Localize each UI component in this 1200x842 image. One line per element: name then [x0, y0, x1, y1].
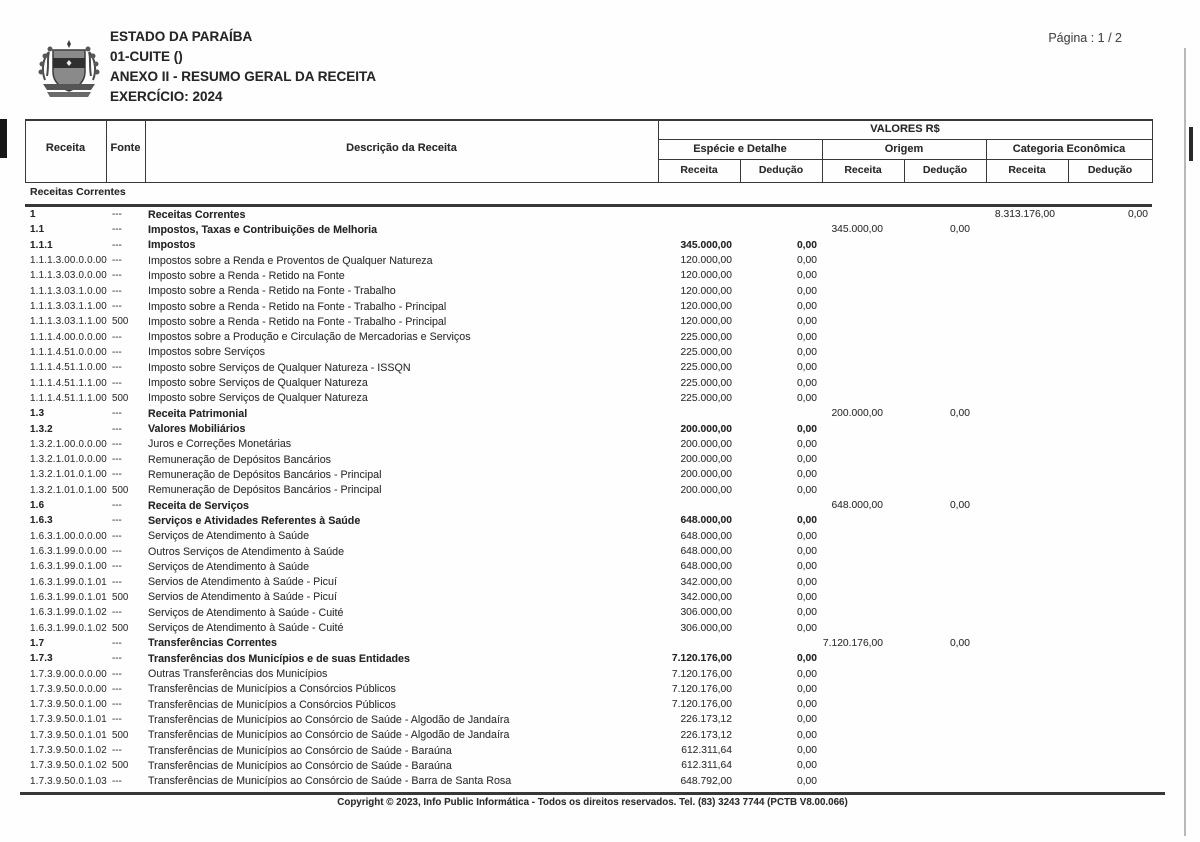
col-header-fonte: Fonte — [110, 142, 141, 154]
table-row — [25, 712, 1152, 727]
header-bottom-line — [25, 182, 1152, 183]
coat-of-arms-icon — [33, 36, 105, 104]
table-row — [25, 391, 1152, 406]
row-description-cell: Transferências Correntes — [148, 637, 277, 650]
table-row — [25, 544, 1152, 559]
table-row — [25, 529, 1152, 544]
row-code-cell: 1.6.3.1.99.0.0.00 — [30, 546, 107, 558]
row-description-cell: Servios de Atendimento à Saúde - Picuí — [148, 591, 337, 604]
row-description-cell: Juros e Correções Monetárias — [148, 438, 292, 451]
val-especie-receita: 200.000,00 — [680, 484, 732, 496]
row-code-cell: 1.1.1.3.03.1.0.00 — [30, 285, 107, 297]
report-header — [110, 27, 376, 107]
table-row — [25, 605, 1152, 620]
val-especie-receita: 200.000,00 — [680, 438, 732, 450]
row-code-cell: 1.1.1.3.03.1.1.00 — [30, 301, 107, 313]
val-especie-deducao: 0,00 — [796, 255, 817, 267]
row-description-cell: Serviços de Atendimento à Saúde — [148, 530, 310, 543]
group-header-especie: Espécie e Detalhe — [693, 143, 787, 155]
row-fonte-cell: 500 — [112, 591, 129, 603]
row-fonte-cell: --- — [112, 561, 122, 573]
table-row — [25, 345, 1152, 360]
col-header-descricao: Descrição da Receita — [346, 142, 457, 154]
table-row — [25, 299, 1152, 314]
row-description-cell: Remuneração de Depósitos Bancários — [148, 453, 331, 466]
row-description-cell: Transferências de Municípios a Consórcios Públicos — [148, 698, 396, 711]
report-title: ANEXO II - RESUMO GERAL DA RECEITA — [110, 69, 377, 84]
val-especie-receita: 226.173,12 — [680, 714, 732, 726]
val-especie-receita: 345.000,00 — [680, 239, 732, 251]
row-code-cell: 1.3.2.1.01.0.1.00 — [30, 484, 107, 496]
row-description-cell: Outras Transferências dos Municípios — [148, 668, 328, 681]
row-fonte-cell: --- — [112, 285, 122, 297]
val-especie-receita: 648.792,00 — [680, 775, 732, 787]
row-code-cell: 1.1.1.4.51.1.1.00 — [30, 392, 107, 404]
table-row — [25, 636, 1152, 651]
row-code-cell: 1.6.3.1.99.0.1.02 — [30, 622, 107, 634]
row-description-cell: Transferências de Municípios ao Consórcio de Saúde - Baraúna — [148, 759, 452, 772]
row-code-cell: 1.6.3.1.99.0.1.01 — [30, 576, 107, 588]
table-row — [25, 575, 1152, 590]
table-row — [25, 666, 1152, 681]
val-especie-receita: 120.000,00 — [680, 285, 732, 297]
row-code-cell: 1.6.3.1.99.0.1.00 — [30, 561, 107, 573]
val-especie-deducao: 0,00 — [796, 454, 817, 466]
val-especie-receita: 120.000,00 — [680, 316, 732, 328]
row-description-cell: Serviços de Atendimento à Saúde — [148, 560, 310, 573]
row-fonte-cell: --- — [112, 745, 122, 757]
val-especie-receita: 612.311,64 — [681, 760, 732, 772]
table-row — [25, 513, 1152, 528]
val-origem-deducao: 0,00 — [949, 408, 970, 420]
val-especie-deducao: 0,00 — [796, 239, 817, 251]
val-origem-receita: 345.000,00 — [831, 224, 883, 236]
row-fonte-cell: --- — [112, 607, 122, 619]
val-especie-deducao: 0,00 — [796, 699, 817, 711]
row-fonte-cell: --- — [112, 469, 122, 481]
val-especie-receita: 225.000,00 — [680, 377, 732, 389]
row-fonte-cell: --- — [112, 438, 122, 450]
table-row — [25, 559, 1152, 574]
table-row — [25, 207, 1152, 222]
row-description-cell: Serviços de Atendimento à Saúde - Cuité — [148, 606, 344, 619]
val-especie-deducao: 0,00 — [796, 530, 817, 542]
footer-top-line — [20, 792, 1165, 795]
val-especie-deducao: 0,00 — [796, 515, 817, 527]
table-row — [25, 697, 1152, 712]
val-especie-receita: 225.000,00 — [680, 362, 732, 374]
row-description-cell: Valores Mobiliários — [148, 423, 246, 436]
sub-header-deducao: Dedução — [1087, 164, 1133, 176]
row-description-cell: Impostos sobre a Produção e Circulação de Mercadorias e Serviços — [148, 331, 471, 344]
row-description-cell: Transferências de Municípios ao Consórcio de Saúde - Barra de Santa Rosa — [148, 775, 512, 788]
row-code-cell: 1.7.3 — [30, 653, 53, 665]
row-code-cell: 1.1.1.4.51.1.0.00 — [30, 362, 107, 374]
row-code-cell: 1.3.2.1.01.0.1.00 — [30, 469, 107, 481]
row-fonte-cell: --- — [112, 346, 122, 358]
row-code-cell: 1.7.3.9.50.0.1.02 — [30, 760, 107, 772]
table-row — [25, 498, 1152, 513]
val-especie-receita: 226.173,12 — [680, 729, 732, 741]
val-especie-receita: 120.000,00 — [680, 255, 732, 267]
row-description-cell: Impostos, Taxas e Contribuições de Melhoria — [148, 223, 378, 236]
row-fonte-cell: --- — [112, 653, 122, 665]
val-categoria-deducao: 0,00 — [1127, 209, 1148, 221]
val-especie-deducao: 0,00 — [796, 760, 817, 772]
table-row — [25, 437, 1152, 452]
row-description-cell: Receita Patrimonial — [148, 407, 248, 420]
table-row — [25, 284, 1152, 299]
row-description-cell: Receitas Correntes — [148, 208, 246, 221]
row-description-cell: Serviços de Atendimento à Saúde - Cuité — [148, 622, 344, 635]
row-description-cell: Receita de Serviços — [148, 499, 249, 512]
val-origem-deducao: 0,00 — [949, 500, 970, 512]
revenue-table-body — [25, 207, 1152, 789]
sub-header-deducao: Dedução — [758, 164, 804, 176]
val-especie-receita: 612.311,64 — [681, 745, 732, 757]
val-especie-deducao: 0,00 — [796, 270, 817, 282]
val-especie-receita: 342.000,00 — [680, 591, 732, 603]
val-especie-deducao: 0,00 — [796, 546, 817, 558]
val-origem-deducao: 0,00 — [949, 224, 970, 236]
val-especie-receita: 648.000,00 — [680, 530, 732, 542]
val-especie-deducao: 0,00 — [796, 683, 817, 695]
table-row — [25, 452, 1152, 467]
val-especie-receita: 225.000,00 — [680, 392, 732, 404]
table-row — [25, 467, 1152, 482]
table-row — [25, 268, 1152, 283]
val-especie-deducao: 0,00 — [796, 561, 817, 573]
row-fonte-cell: --- — [112, 714, 122, 726]
val-especie-receita: 120.000,00 — [680, 301, 732, 313]
val-especie-deducao: 0,00 — [796, 377, 817, 389]
page-edge-line — [1184, 48, 1186, 836]
row-fonte-cell: 500 — [112, 729, 129, 741]
col-header-valores: VALORES R$ — [870, 123, 940, 135]
val-especie-deducao: 0,00 — [796, 469, 817, 481]
row-code-cell: 1.3.2 — [30, 423, 53, 435]
table-top-line — [25, 119, 1152, 121]
val-especie-receita: 342.000,00 — [680, 576, 732, 588]
row-code-cell: 1.1.1.3.03.1.1.00 — [30, 316, 107, 328]
row-code-cell: 1.7.3.9.50.0.1.01 — [30, 714, 107, 726]
val-especie-deducao: 0,00 — [796, 653, 817, 665]
val-especie-deducao: 0,00 — [796, 668, 817, 680]
sub-header-receita: Receita — [680, 164, 718, 176]
row-fonte-cell: --- — [112, 576, 122, 588]
row-fonte-cell: 500 — [112, 760, 129, 772]
entity-name: 01-CUITE () — [110, 49, 183, 64]
row-description-cell: Transferências dos Municípios e de suas Entidades — [148, 652, 410, 665]
row-code-cell: 1.7.3.9.00.0.0.00 — [30, 668, 107, 680]
val-especie-deducao: 0,00 — [796, 438, 817, 450]
row-fonte-cell: --- — [112, 515, 122, 527]
table-row — [25, 238, 1152, 253]
val-origem-deducao: 0,00 — [949, 637, 970, 649]
val-especie-receita: 7.120.176,00 — [671, 683, 732, 695]
row-code-cell: 1.6 — [30, 500, 45, 512]
val-especie-deducao: 0,00 — [796, 392, 817, 404]
row-code-cell: 1.3.2.1.00.0.0.00 — [30, 438, 107, 450]
row-fonte-cell: --- — [112, 775, 122, 787]
row-description-cell: Transferências de Municípios a Consórcios Públicos — [148, 683, 396, 696]
row-fonte-cell: --- — [112, 331, 122, 343]
row-fonte-cell: --- — [112, 301, 122, 313]
row-fonte-cell: --- — [112, 500, 122, 512]
row-fonte-cell: --- — [112, 209, 122, 221]
val-especie-deducao: 0,00 — [796, 576, 817, 588]
row-code-cell: 1.7.3.9.50.0.1.00 — [30, 699, 107, 711]
row-code-cell: 1 — [30, 209, 36, 221]
val-especie-deducao: 0,00 — [796, 301, 817, 313]
row-code-cell: 1.6.3.1.99.0.1.02 — [30, 607, 107, 619]
row-description-cell: Imposto sobre Serviços de Qualquer Natureza — [148, 377, 368, 390]
table-row — [25, 728, 1152, 743]
val-especie-deducao: 0,00 — [796, 775, 817, 787]
row-fonte-cell: 500 — [112, 392, 129, 404]
table-row — [25, 375, 1152, 390]
val-especie-deducao: 0,00 — [796, 714, 817, 726]
row-fonte-cell: --- — [112, 454, 122, 466]
val-especie-receita: 648.000,00 — [680, 561, 732, 573]
val-especie-deducao: 0,00 — [796, 745, 817, 757]
row-description-cell: Transferências de Municípios ao Consórcio de Saúde - Baraúna — [148, 744, 452, 757]
row-code-cell: 1.7 — [30, 637, 45, 649]
val-especie-receita: 7.120.176,00 — [671, 668, 732, 680]
vline — [1152, 119, 1153, 183]
table-row — [25, 758, 1152, 773]
val-origem-receita: 200.000,00 — [831, 408, 883, 420]
val-especie-receita: 306.000,00 — [680, 607, 732, 619]
row-fonte-cell: --- — [112, 530, 122, 542]
row-description-cell: Impostos — [148, 239, 196, 252]
row-fonte-cell: --- — [112, 423, 122, 435]
row-code-cell: 1.1.1.4.51.1.1.00 — [30, 377, 107, 389]
row-description-cell: Serviços e Atividades Referentes à Saúde — [148, 514, 361, 527]
val-especie-deducao: 0,00 — [796, 362, 817, 374]
table-row — [25, 590, 1152, 605]
row-fonte-cell: --- — [112, 408, 122, 420]
table-row — [25, 406, 1152, 421]
row-code-cell: 1.1.1 — [30, 239, 53, 251]
row-description-cell: Remuneração de Depósitos Bancários - Principal — [148, 468, 382, 481]
row-fonte-cell: --- — [112, 699, 122, 711]
row-code-cell: 1.3.2.1.01.0.0.00 — [30, 454, 107, 466]
val-origem-receita: 648.000,00 — [831, 500, 883, 512]
row-fonte-cell: --- — [112, 637, 122, 649]
row-fonte-cell: --- — [112, 362, 122, 374]
row-code-cell: 1.1.1.3.00.0.0.00 — [30, 255, 107, 267]
row-fonte-cell: --- — [112, 255, 122, 267]
row-code-cell: 1.1.1.3.03.0.0.00 — [30, 270, 107, 282]
valores-underline — [658, 139, 1152, 140]
row-code-cell: 1.7.3.9.50.0.0.00 — [30, 683, 107, 695]
val-categoria-receita: 8.313.176,00 — [994, 209, 1055, 221]
row-description-cell: Imposto sobre a Renda - Retido na Fonte - Trabalho - Principal — [148, 315, 447, 328]
section-label: Receitas Correntes — [30, 186, 126, 198]
table-row — [25, 620, 1152, 635]
copyright-footer: Copyright © 2023, Info Public Informática - Todos os direitos reservados. Tel. (83) 3243 7744 (PCTB V8.00.066) — [337, 797, 848, 808]
val-especie-deducao: 0,00 — [796, 346, 817, 358]
row-code-cell: 1.6.3.1.99.0.1.01 — [30, 591, 107, 603]
row-fonte-cell: --- — [112, 546, 122, 558]
val-especie-deducao: 0,00 — [796, 331, 817, 343]
table-row — [25, 314, 1152, 329]
table-row — [25, 253, 1152, 268]
row-description-cell: Remuneração de Depósitos Bancários - Principal — [148, 484, 382, 497]
table-row — [25, 682, 1152, 697]
table-row — [25, 483, 1152, 498]
scan-artifact-left — [0, 119, 7, 158]
val-especie-receita: 200.000,00 — [680, 454, 732, 466]
row-code-cell: 1.7.3.9.50.0.1.01 — [30, 729, 107, 741]
row-fonte-cell: --- — [112, 377, 122, 389]
table-row — [25, 360, 1152, 375]
exercise-year: EXERCÍCIO: 2024 — [110, 89, 223, 104]
group-header-origem: Origem — [884, 143, 924, 155]
val-especie-deducao: 0,00 — [796, 607, 817, 619]
row-fonte-cell: --- — [112, 239, 122, 251]
row-code-cell: 1.1.1.4.00.0.0.00 — [30, 331, 107, 343]
scan-artifact-right — [1189, 127, 1193, 161]
val-especie-deducao: 0,00 — [796, 316, 817, 328]
table-row — [25, 774, 1152, 789]
table-row — [25, 222, 1152, 237]
row-fonte-cell: 500 — [112, 484, 129, 496]
row-fonte-cell: --- — [112, 270, 122, 282]
row-fonte-cell: --- — [112, 668, 122, 680]
row-description-cell: Imposto sobre Serviços de Qualquer Natureza - ISSQN — [148, 361, 411, 374]
val-especie-receita: 7.120.176,00 — [671, 653, 732, 665]
val-origem-receita: 7.120.176,00 — [822, 637, 883, 649]
row-description-cell: Imposto sobre a Renda - Retido na Fonte — [148, 269, 345, 282]
val-especie-receita: 120.000,00 — [680, 270, 732, 282]
row-code-cell: 1.7.3.9.50.0.1.03 — [30, 775, 107, 787]
row-code-cell: 1.6.3 — [30, 515, 53, 527]
row-code-cell: 1.1.1.4.51.0.0.00 — [30, 346, 107, 358]
row-description-cell: Outros Serviços de Atendimento à Saúde — [148, 545, 345, 558]
group-header-categoria: Categoria Econômica — [1012, 143, 1126, 155]
val-especie-receita: 7.120.176,00 — [671, 699, 732, 711]
row-description-cell: Imposto sobre Serviços de Qualquer Natureza — [148, 392, 368, 405]
val-especie-deducao: 0,00 — [796, 423, 817, 435]
row-fonte-cell: 500 — [112, 316, 129, 328]
row-description-cell: Imposto sobre a Renda - Retido na Fonte - Trabalho — [148, 285, 396, 298]
row-description-cell: Impostos sobre Serviços — [148, 346, 266, 359]
table-row — [25, 743, 1152, 758]
row-code-cell: 1.6.3.1.00.0.0.00 — [30, 530, 107, 542]
table-row — [25, 651, 1152, 666]
val-especie-deducao: 0,00 — [796, 729, 817, 741]
row-description-cell: Transferências de Municípios ao Consórcio de Saúde - Algodão de Jandaíra — [148, 729, 510, 742]
val-especie-receita: 225.000,00 — [680, 346, 732, 358]
groups-underline — [658, 159, 1152, 160]
row-description-cell: Servios de Atendimento à Saúde - Picuí — [148, 576, 337, 589]
sub-header-receita: Receita — [844, 164, 882, 176]
row-description-cell: Imposto sobre a Renda - Retido na Fonte - Trabalho - Principal — [148, 300, 447, 313]
row-fonte-cell: 500 — [112, 622, 129, 634]
val-especie-receita: 200.000,00 — [680, 423, 732, 435]
sub-header-receita: Receita — [1008, 164, 1046, 176]
val-especie-deducao: 0,00 — [796, 484, 817, 496]
org-name: ESTADO DA PARAÍBA — [110, 29, 253, 44]
col-header-receita: Receita — [45, 142, 86, 154]
val-especie-receita: 306.000,00 — [680, 622, 732, 634]
row-fonte-cell: --- — [112, 683, 122, 695]
row-description-cell: Impostos sobre a Renda e Proventos de Qualquer Natureza — [148, 254, 433, 267]
row-code-cell: 1.1 — [30, 224, 45, 236]
val-especie-deducao: 0,00 — [796, 622, 817, 634]
row-code-cell: 1.3 — [30, 408, 45, 420]
table-row — [25, 330, 1152, 345]
sub-header-deducao: Dedução — [922, 164, 968, 176]
row-code-cell: 1.7.3.9.50.0.1.02 — [30, 745, 107, 757]
page-indicator: Página : 1 / 2 — [1048, 31, 1122, 45]
val-especie-receita: 225.000,00 — [680, 331, 732, 343]
val-especie-deducao: 0,00 — [796, 591, 817, 603]
table-row — [25, 421, 1152, 436]
row-fonte-cell: --- — [112, 224, 122, 236]
val-especie-receita: 648.000,00 — [680, 546, 732, 558]
row-description-cell: Transferências de Municípios ao Consórcio de Saúde - Algodão de Jandaíra — [148, 713, 510, 726]
val-especie-receita: 200.000,00 — [680, 469, 732, 481]
val-especie-receita: 648.000,00 — [680, 515, 732, 527]
val-especie-deducao: 0,00 — [796, 285, 817, 297]
